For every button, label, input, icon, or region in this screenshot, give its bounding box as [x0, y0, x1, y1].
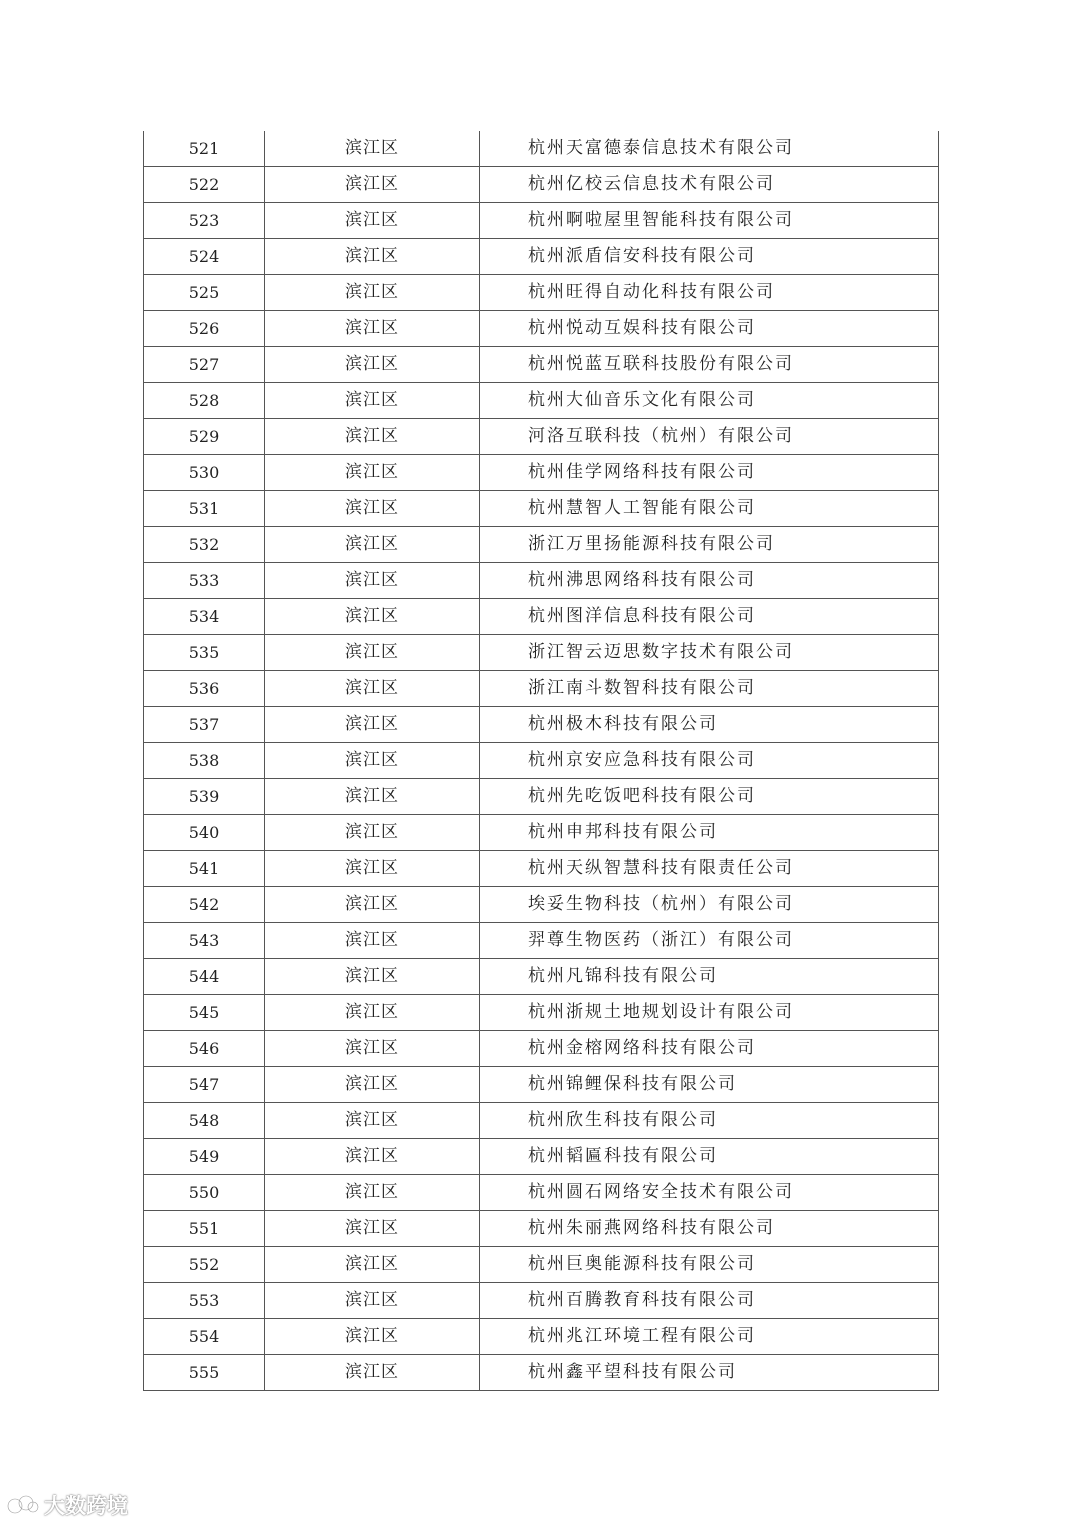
row-number-cell: 541 [144, 851, 265, 887]
company-name-cell: 杭州京安应急科技有限公司 [480, 743, 939, 779]
row-number-cell: 548 [144, 1103, 265, 1139]
table-row [144, 275, 939, 311]
company-name-cell: 杭州天纵智慧科技有限责任公司 [480, 851, 939, 887]
table-row [144, 1211, 939, 1247]
row-number-cell: 542 [144, 887, 265, 923]
row-number-cell: 549 [144, 1139, 265, 1175]
row-number-cell: 552 [144, 1247, 265, 1283]
table-row [144, 923, 939, 959]
district-cell: 滨江区 [265, 887, 480, 923]
row-number-cell: 551 [144, 1211, 265, 1247]
district-cell: 滨江区 [265, 383, 480, 419]
row-number-cell: 543 [144, 923, 265, 959]
company-name-cell: 杭州派盾信安科技有限公司 [480, 239, 939, 275]
company-name-cell: 浙江万里扬能源科技有限公司 [480, 527, 939, 563]
district-cell: 滨江区 [265, 1211, 480, 1247]
row-number-cell: 544 [144, 959, 265, 995]
company-name-cell: 埃妥生物科技（杭州）有限公司 [480, 887, 939, 923]
table-row [144, 887, 939, 923]
company-name-cell: 杭州佳学网络科技有限公司 [480, 455, 939, 491]
district-cell: 滨江区 [265, 959, 480, 995]
district-cell: 滨江区 [265, 1247, 480, 1283]
row-number-cell: 553 [144, 1283, 265, 1319]
company-name-cell: 杭州沸思网络科技有限公司 [480, 563, 939, 599]
company-name-cell: 杭州旺得自动化科技有限公司 [480, 275, 939, 311]
company-name-cell: 杭州图洋信息科技有限公司 [480, 599, 939, 635]
table-row [144, 635, 939, 671]
district-cell: 滨江区 [265, 347, 480, 383]
row-number-cell: 524 [144, 239, 265, 275]
company-name-cell: 杭州悦动互娱科技有限公司 [480, 311, 939, 347]
district-cell: 滨江区 [265, 1283, 480, 1319]
table-row [144, 1103, 939, 1139]
row-number-cell: 539 [144, 779, 265, 815]
company-name-cell: 杭州大仙音乐文化有限公司 [480, 383, 939, 419]
district-cell: 滨江区 [265, 203, 480, 239]
district-cell: 滨江区 [265, 491, 480, 527]
company-name-cell: 杭州欣生科技有限公司 [480, 1103, 939, 1139]
district-cell: 滨江区 [265, 635, 480, 671]
table-row [144, 131, 939, 167]
company-name-cell: 杭州浙规土地规划设计有限公司 [480, 995, 939, 1031]
table-row [144, 707, 939, 743]
district-cell: 滨江区 [265, 563, 480, 599]
table-row [144, 851, 939, 887]
district-cell: 滨江区 [265, 1103, 480, 1139]
district-cell: 滨江区 [265, 1319, 480, 1355]
row-number-cell: 538 [144, 743, 265, 779]
table-row [144, 959, 939, 995]
district-cell: 滨江区 [265, 419, 480, 455]
table-row [144, 779, 939, 815]
district-cell: 滨江区 [265, 527, 480, 563]
company-name-cell: 河洛互联科技（杭州）有限公司 [480, 419, 939, 455]
company-name-cell: 杭州鑫平望科技有限公司 [480, 1355, 939, 1391]
watermark [6, 1490, 128, 1520]
company-name-cell: 杭州韬匾科技有限公司 [480, 1139, 939, 1175]
row-number-cell: 535 [144, 635, 265, 671]
row-number-cell: 555 [144, 1355, 265, 1391]
district-cell: 滨江区 [265, 599, 480, 635]
company-name-cell: 浙江智云迈思数字技术有限公司 [480, 635, 939, 671]
table-row [144, 383, 939, 419]
table-row [144, 455, 939, 491]
row-number-cell: 534 [144, 599, 265, 635]
table-row [144, 1319, 939, 1355]
district-cell: 滨江区 [265, 455, 480, 491]
company-name-cell: 羿尊生物医药（浙江）有限公司 [480, 923, 939, 959]
row-number-cell: 528 [144, 383, 265, 419]
table-body [144, 131, 939, 1391]
row-number-cell: 554 [144, 1319, 265, 1355]
row-number-cell: 522 [144, 167, 265, 203]
district-cell: 滨江区 [265, 743, 480, 779]
district-cell: 滨江区 [265, 275, 480, 311]
row-number-cell: 530 [144, 455, 265, 491]
table-row [144, 671, 939, 707]
company-name-cell: 杭州金榕网络科技有限公司 [480, 1031, 939, 1067]
company-name-cell: 杭州凡锦科技有限公司 [480, 959, 939, 995]
table-row [144, 491, 939, 527]
district-cell: 滨江区 [265, 779, 480, 815]
table-row [144, 1283, 939, 1319]
row-number-cell: 545 [144, 995, 265, 1031]
company-name-cell: 杭州亿校云信息技术有限公司 [480, 167, 939, 203]
district-cell: 滨江区 [265, 1067, 480, 1103]
company-name-cell: 杭州百腾教育科技有限公司 [480, 1283, 939, 1319]
row-number-cell: 527 [144, 347, 265, 383]
row-number-cell: 540 [144, 815, 265, 851]
district-cell: 滨江区 [265, 851, 480, 887]
row-number-cell: 531 [144, 491, 265, 527]
table-row [144, 239, 939, 275]
table-row [144, 527, 939, 563]
district-cell: 滨江区 [265, 707, 480, 743]
company-name-cell: 杭州申邦科技有限公司 [480, 815, 939, 851]
row-number-cell: 521 [144, 131, 265, 167]
watermark-text: 大数跨境 [44, 1494, 128, 1518]
district-cell: 滨江区 [265, 1139, 480, 1175]
company-table [143, 131, 939, 1391]
district-cell: 滨江区 [265, 167, 480, 203]
row-number-cell: 525 [144, 275, 265, 311]
row-number-cell: 546 [144, 1031, 265, 1067]
row-number-cell: 523 [144, 203, 265, 239]
row-number-cell: 536 [144, 671, 265, 707]
table-row [144, 1031, 939, 1067]
table-row [144, 1175, 939, 1211]
table-row [144, 167, 939, 203]
district-cell: 滨江区 [265, 995, 480, 1031]
district-cell: 滨江区 [265, 239, 480, 275]
company-name-cell: 杭州圆石网络安全技术有限公司 [480, 1175, 939, 1211]
table-row [144, 563, 939, 599]
table-row [144, 311, 939, 347]
table-row [144, 347, 939, 383]
table-row [144, 203, 939, 239]
row-number-cell: 529 [144, 419, 265, 455]
district-cell: 滨江区 [265, 131, 480, 167]
company-name-cell: 杭州先吃饭吧科技有限公司 [480, 779, 939, 815]
table-row [144, 995, 939, 1031]
company-name-cell: 杭州啊啦屋里智能科技有限公司 [480, 203, 939, 239]
company-name-cell: 杭州慧智人工智能有限公司 [480, 491, 939, 527]
row-number-cell: 526 [144, 311, 265, 347]
company-name-cell: 杭州悦蓝互联科技股份有限公司 [480, 347, 939, 383]
row-number-cell: 550 [144, 1175, 265, 1211]
row-number-cell: 537 [144, 707, 265, 743]
district-cell: 滨江区 [265, 311, 480, 347]
table-row [144, 1067, 939, 1103]
row-number-cell: 533 [144, 563, 265, 599]
company-name-cell: 杭州极木科技有限公司 [480, 707, 939, 743]
district-cell: 滨江区 [265, 1031, 480, 1067]
company-name-cell: 杭州朱丽燕网络科技有限公司 [480, 1211, 939, 1247]
company-name-cell: 杭州巨奥能源科技有限公司 [480, 1247, 939, 1283]
district-cell: 滨江区 [265, 1355, 480, 1391]
district-cell: 滨江区 [265, 1175, 480, 1211]
company-name-cell: 杭州兆江环境工程有限公司 [480, 1319, 939, 1355]
table-row [144, 419, 939, 455]
cloud-logo-icon [6, 1493, 40, 1517]
company-name-cell: 浙江南斗数智科技有限公司 [480, 671, 939, 707]
company-name-cell: 杭州锦鲤保科技有限公司 [480, 1067, 939, 1103]
row-number-cell: 547 [144, 1067, 265, 1103]
table-row [144, 1247, 939, 1283]
district-cell: 滨江区 [265, 923, 480, 959]
table-row [144, 815, 939, 851]
table-row [144, 1139, 939, 1175]
table-row [144, 743, 939, 779]
district-cell: 滨江区 [265, 815, 480, 851]
company-name-cell: 杭州天富德泰信息技术有限公司 [480, 131, 939, 167]
table-row [144, 599, 939, 635]
row-number-cell: 532 [144, 527, 265, 563]
table-row [144, 1355, 939, 1391]
district-cell: 滨江区 [265, 671, 480, 707]
